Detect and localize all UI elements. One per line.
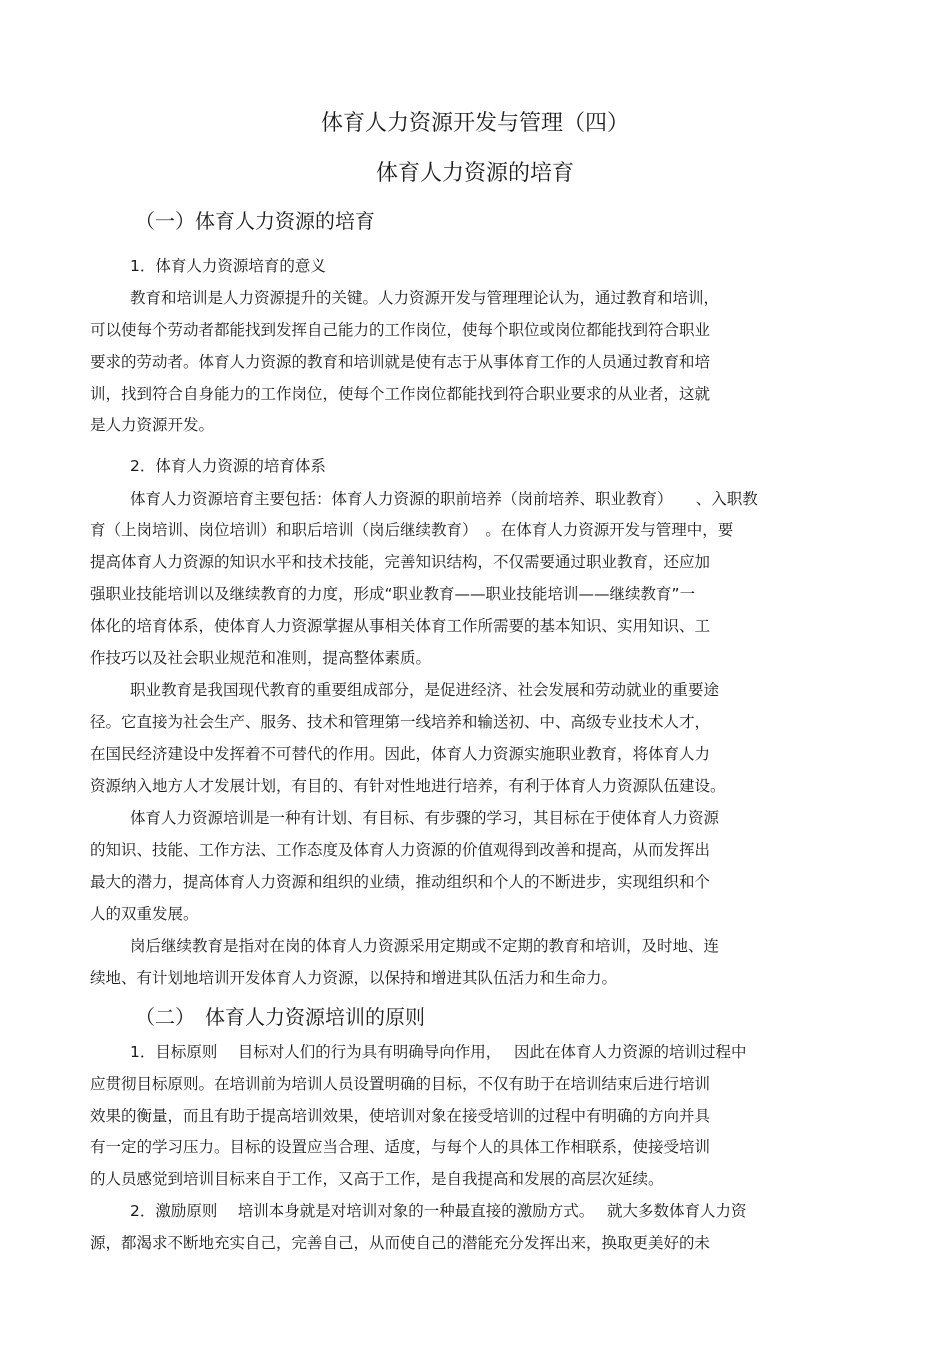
paragraph-line: 是人力资源开发。 [90, 416, 215, 434]
subsection-heading: 1．体育人力资源培育的意义 [130, 257, 326, 275]
paragraph-line: 体育人力资源培训是一种有计划、有目标、有步骤的学习，其目标在于使体育人力资源 [130, 809, 720, 827]
paragraph-line: 岗后继续教育是指对在岗的体育人力资源采用定期或不定期的教育和培训，及时地、连 [130, 937, 720, 955]
paragraph-line: 职业教育是我国现代教育的重要组成部分，是促进经济、社会发展和劳动就业的重要途 [130, 681, 720, 699]
subsection-heading: 2．体育人力资源的培育体系 [130, 457, 326, 475]
paragraph-line: 体育人力资源培育主要包括：体育人力资源的职前培养（岗前培养、职业教育） 、入职教 [130, 490, 758, 508]
paragraph-line: 应贯彻目标原则。在培训前为培训人员设置明确的目标，不仅有助于在培训结束后进行培训 [90, 1075, 711, 1093]
paragraph-line: 可以使每个劳动者都能找到发挥自己能力的工作岗位，使每个职位或岗位都能找到符合职业 [90, 321, 711, 339]
paragraph-line: 有一定的学习压力。目标的设置应当合理、适度，与每个人的具体工作相联系，使接受培训 [90, 1138, 711, 1156]
paragraph-line: 体化的培育体系，使体育人力资源掌握从事相关体育工作所需要的基本知识、实用知识、工 [90, 617, 711, 635]
paragraph-line: 2．激励原则 培训本身就是对培训对象的一种最直接的激励方式。 就大多数体育人力资 [130, 1202, 747, 1220]
paragraph-line: 的知识、技能、工作方法、工作态度及体育人力资源的价值观得到改善和提高，从而发挥出 [90, 841, 711, 859]
document-subtitle: 体育人力资源的培育 [375, 161, 574, 186]
paragraph-line: 续地、有计划地培训开发体育人力资源，以保持和增进其队伍活力和生命力。 [90, 969, 618, 987]
paragraph-line: 作技巧以及社会职业规范和准则，提高整体素质。 [90, 649, 432, 667]
paragraph-line: 最大的潜力，提高体育人力资源和组织的业绩，推动组织和个人的不断进步，实现组织和个 [90, 873, 711, 891]
paragraph-line: 1．目标原则 目标对人们的行为具有明确导向作用， 因此在体育人力资源的培训过程中 [130, 1043, 747, 1061]
paragraph-line: 要求的劳动者。体育人力资源的教育和培训就是使有志于从事体育工作的人员通过教育和培 [90, 353, 711, 371]
paragraph-line: 训，找到符合自身能力的工作岗位，使每个工作岗位都能找到符合职业要求的从业者，这就 [90, 385, 711, 403]
paragraph-line: 径。它直接为社会生产、服务、技术和管理第一线培养和输送初、中、高级专业技术人才， [90, 713, 711, 731]
paragraph-line: 源，都渴求不断地充实自己，完善自己，从而使自己的潜能充分发挥出来，换取更美好的未 [90, 1234, 711, 1252]
paragraph-line: 在国民经济建设中发挥着不可替代的作用。因此，体育人力资源实施职业教育，将体育人力 [90, 745, 711, 763]
paragraph-line: 的人员感觉到培训目标来自于工作，又高于工作，是自我提高和发展的高层次延续。 [90, 1170, 664, 1188]
paragraph-line: 资源纳入地方人才发展计划，有目的、有针对性地进行培养，有利于体育人力资源队伍建设。 [90, 777, 726, 795]
section-heading: （二） 体育人力资源培训的原则 [135, 1005, 425, 1029]
paragraph-line: 提高体育人力资源的知识水平和技术技能，完善知识结构，不仅需要通过职业教育，还应加 [90, 553, 711, 571]
section-heading: （一）体育人力资源的培育 [135, 209, 375, 233]
paragraph-line: 教育和培训是人力资源提升的关键。人力资源开发与管理理论认为，通过教育和培训， [130, 289, 720, 307]
document-title: 体育人力资源开发与管理（四） [320, 111, 629, 136]
paragraph-line: 育（上岗培训、岗位培训）和职后培训（岗后继续教育） 。在体育人力资源开发与管理中，要 [90, 521, 734, 539]
paragraph-line: 效果的衡量，而且有助于提高培训效果，使培训对象在接受培训的过程中有明确的方向并具 [90, 1107, 711, 1125]
paragraph-line: 人的双重发展。 [90, 905, 199, 923]
paragraph-line: 强职业技能培训以及继续教育的力度，形成“职业教育——职业技能培训——继续教育”一 [90, 585, 696, 603]
